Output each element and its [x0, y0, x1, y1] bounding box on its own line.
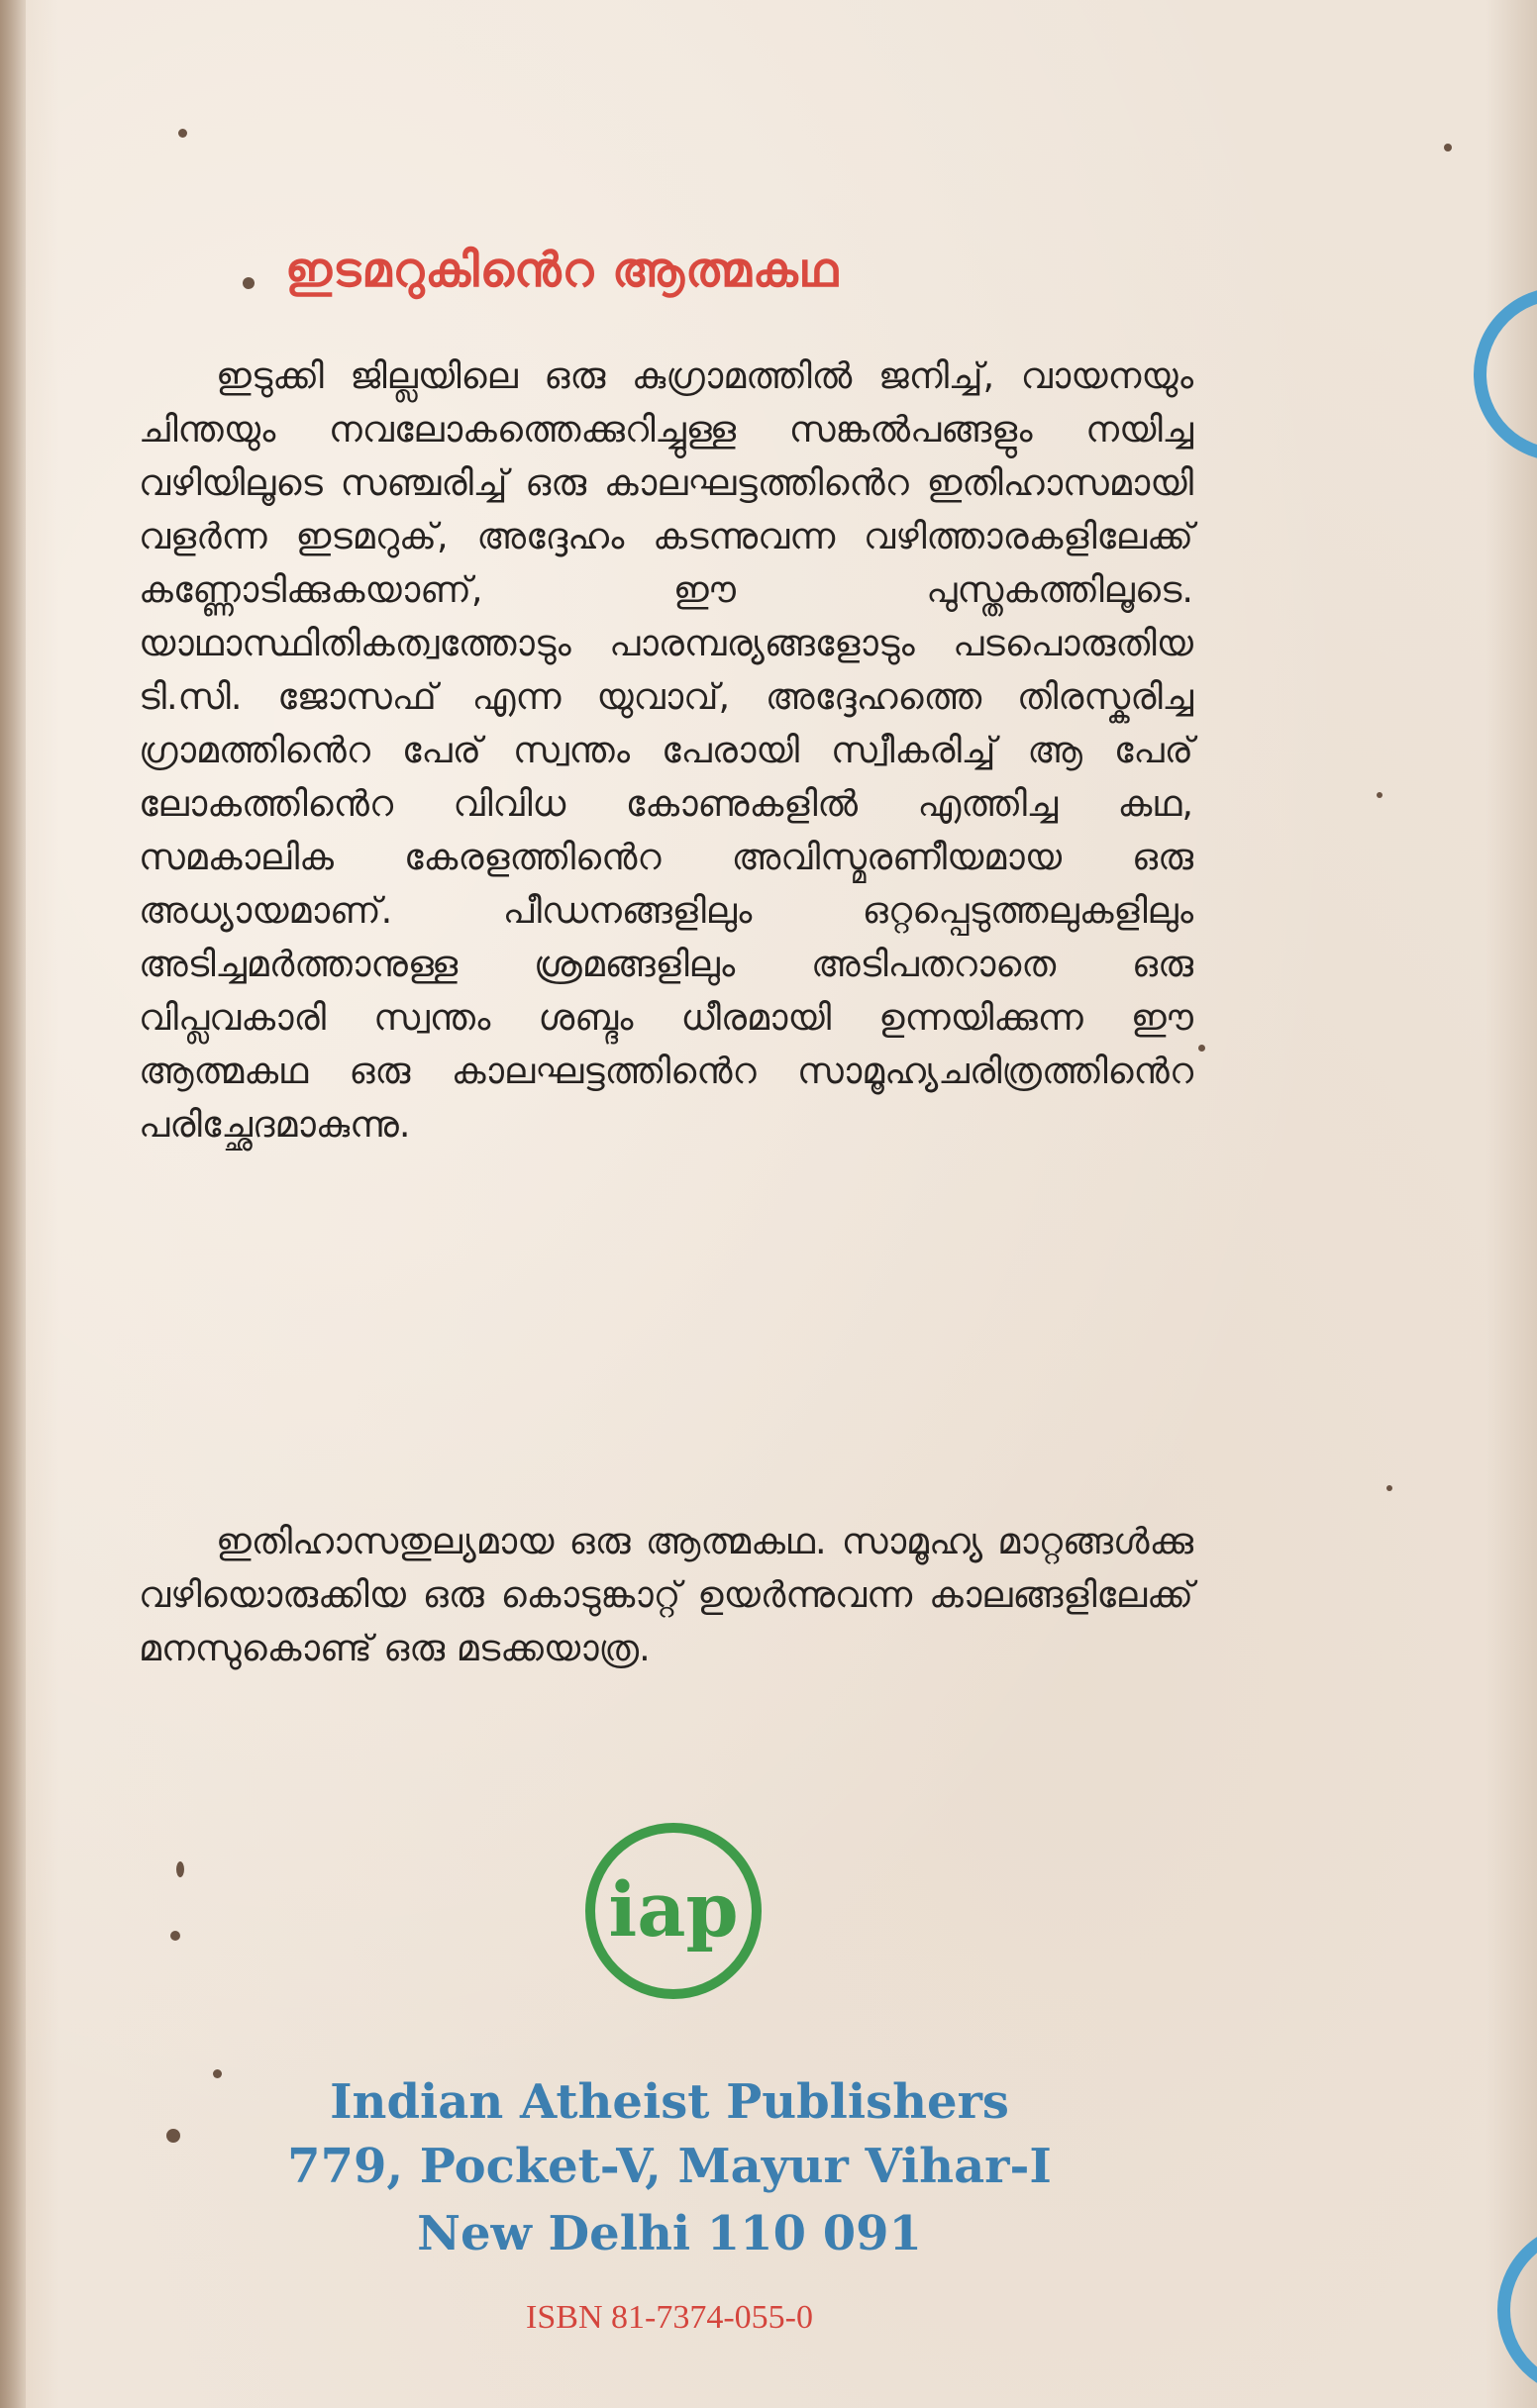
blue-ring-decoration-top: [1474, 287, 1537, 461]
publisher-name: Indian Atheist Publishers: [330, 2074, 1009, 2130]
blurb-paragraph-2: ഇതിഹാസതുല്യമായ ഒരു ആത്മകഥ. സാമൂഹ്യ മാറ്റങ്ങൾക്കു വഴിയൊരുക്കിയ ഒരു കൊടുങ്കാറ്റ് ഉയർന്നുവന്ന കാലങ്ങളിലേക്ക് മനസുകൊണ്ട് ഒരു മടക്കയാത്ര.: [139, 1520, 1193, 1669]
paper-speck: [1386, 1485, 1392, 1491]
blurb-paragraph-1: ഇടുക്കി ജില്ലയിലെ ഒരു കുഗ്രാമത്തിൽ ജനിച്ച്, വായനയും ചിന്തയും നവലോകത്തെക്കുറിച്ചുള്ള സങ്കൽപങ്ങളും നയിച്ച വഴിയിലൂടെ സഞ്ചരിച്ച് ഒരു കാലഘട്ടത്തിൻെറ ഇതിഹാസമായി വളർന്ന ഇടമറുക്, അദ്ദേഹം കടന്നുവന്ന വഴിത്താരകളിലേക്ക് കണ്ണോടിക്കുകയാണ്, ഈ പുസ്തകത്തിലൂടെ. യാഥാസ്ഥിതികത്വത്തോടും പാരമ്പര്യങ്ങളോടും പടപൊരുതിയ ടി.സി. ജോസഫ് എന്ന യുവാവ്, അദ്ദേഹത്തെ തിരസ്കരിച്ച ഗ്രാമത്തിൻെറ പേര് സ്വന്തം പേരായി സ്വീകരിച്ച് ആ പേര് ലോകത്തിൻെറ വിവിധ കോണുകളിൽ എത്തിച്ച കഥ, സമകാലിക കേരളത്തിൻെറ അവിസ്മരണീയമായ ഒരു അധ്യായമാണ്. പീഡനങ്ങളിലും ഒറ്റപ്പെടുത്തലുകളിലും അടിച്ചമർത്താനുള്ള ശ്രമങ്ങളിലും അടിപതറാതെ ഒരു വിപ്ലവകാരി സ്വന്തം ശബ്ദം ധീരമായി ഉന്നയിക്കുന്ന ഈ ആത്മകഥ ഒരു കാലഘട്ടത്തിൻെറ സാമൂഹ്യചരിത്രത്തിൻെറ പരിച്ഛേദമാകുന്നു.: [139, 354, 1193, 1146]
spine-edge: [0, 0, 26, 2408]
isbn-number: ISBN 81-7374-055-0: [526, 2299, 813, 2336]
paper-speck: [178, 129, 187, 138]
book-title-heading: ഇടമറുകിൻെറ ആത്മകഥ: [285, 243, 840, 298]
paper-speck: [1198, 1045, 1205, 1052]
paper-speck: [176, 1861, 184, 1877]
publisher-city: New Delhi 110 091: [417, 2206, 922, 2261]
paper-speck: [1377, 792, 1383, 798]
blue-ring-decoration-bottom: [1497, 2223, 1537, 2397]
logo-text: iap: [608, 1865, 739, 1954]
paper-speck: [1444, 144, 1452, 151]
paper-speck: [243, 277, 255, 289]
publisher-address: 779, Pocket-V, Mayur Vihar-I: [287, 2139, 1052, 2194]
paper-speck: [170, 1931, 180, 1941]
publisher-logo: [579, 1817, 768, 2005]
